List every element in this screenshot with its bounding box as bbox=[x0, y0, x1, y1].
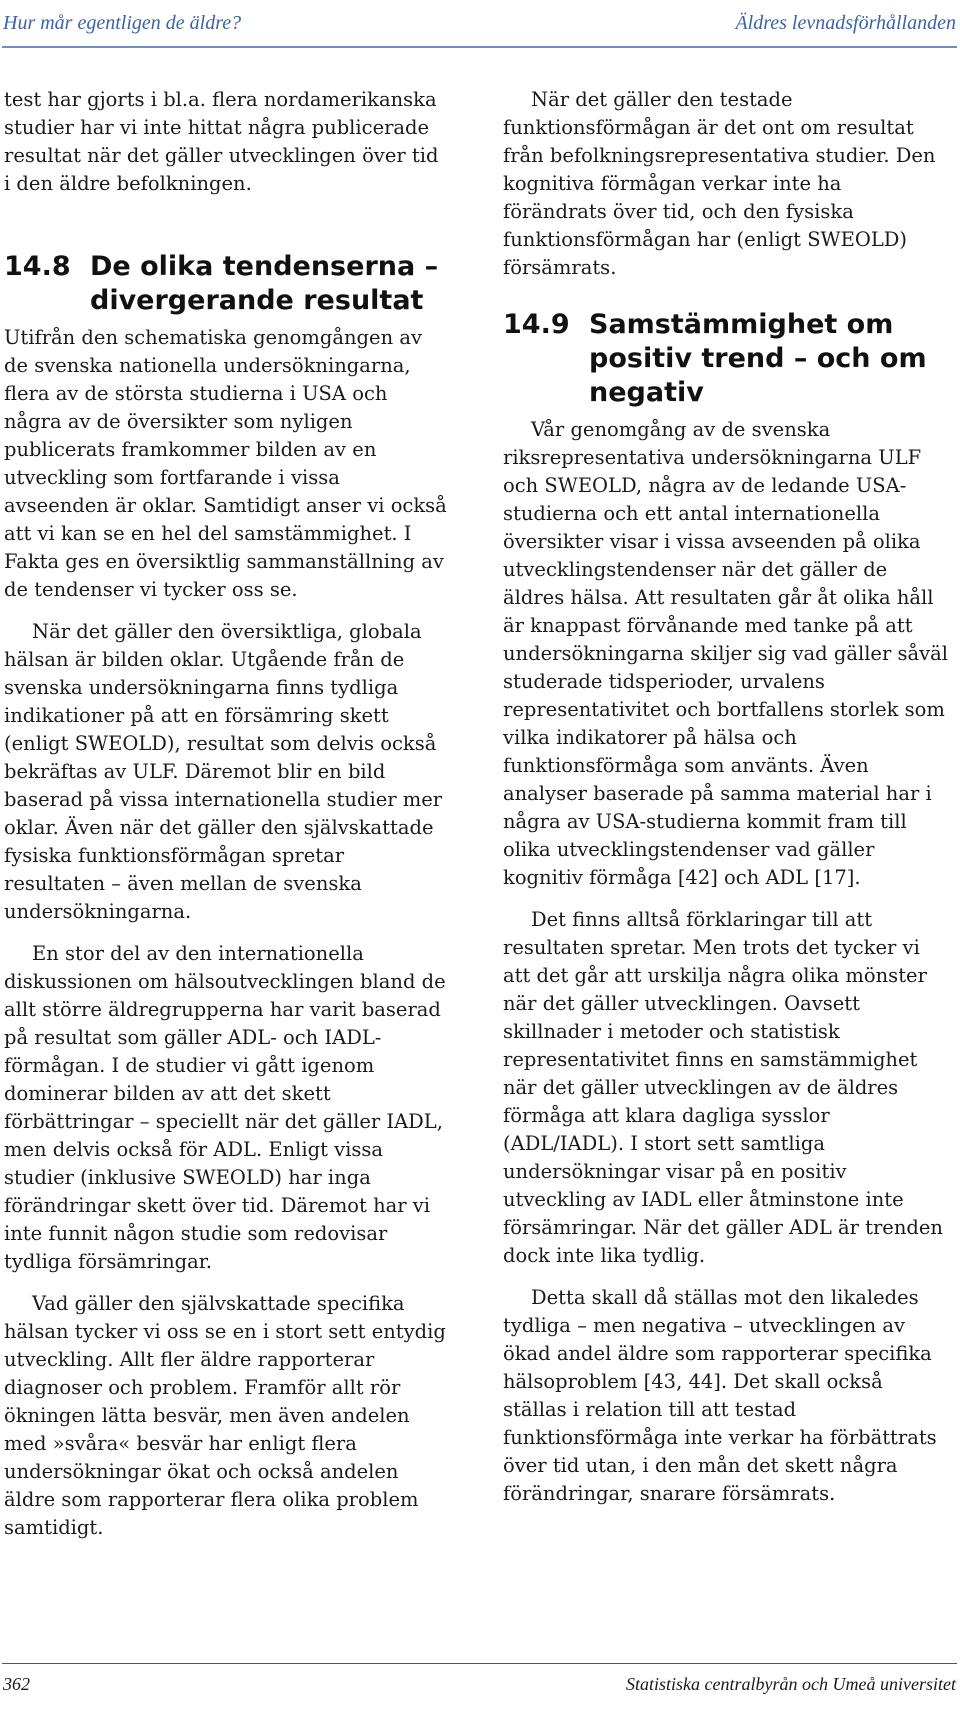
section-number: 14.8 bbox=[4, 251, 71, 282]
paragraph: Vad gäller den självskattade specifika hälsan tycker vi oss se en i stort sett entydig utveckling. Allt fler äldre rapporterar diagnoser och problem. Framför allt rör ökningen lätta besvär, men även andelen med »svåra« besvär har enligt flera undersökningar ökat och också andelen äldre som rapporterar flera olika problem samtidigt. bbox=[4, 1292, 446, 1539]
paragraph: test har gjorts i bl.a. flera nordamerikanska studier har vi inte hittat några publicerade resultat när det gäller utvecklingen över tid i den äldre befolkningen. bbox=[4, 88, 439, 195]
paragraph: Det finns alltså förklaringar till att resultaten spretar. Men trots det tycker vi att det går att urskilja några olika mönster när det gäller utvecklingen. Oavsett skillnader i metoder och statistisk representativitet finns en samstämmighet när det gäller utvecklingen av de äldres förmåga att klara dagliga sysslor (ADL/IADL). I stort sett samtliga undersökningar visar på en positiv utveckling av IADL eller åtminstone inte försämringar. När det gäller ADL är trenden dock inte lika tydlig. bbox=[503, 908, 943, 1267]
paragraph: Vår genomgång av de svenska riksrepresentativa undersökningarna ULF och SWEOLD, några av de ledande USA-studierna och ett antal internationella översikter visar i vissa avseenden på olika utvecklingstendenser när det gäller de äldres hälsa. Att resultaten går åt olika håll är knappast förvånande med tanke på att undersökningarna skiljer sig vad gäller såväl studerade tidsperioder, urvalens representativitet och bortfallens storlek som vilka indikatorer på hälsa och funktionsförmåga som använts. Även analyser baserade på samma material har i några av USA-studierna kommit fram till olika utvecklingstendenser vad gäller kognitiv förmåga [42] och ADL [17]. bbox=[503, 418, 948, 889]
section-number: 14.9 bbox=[503, 309, 570, 340]
footer-publisher: Statistiska centralbyrån och Umeå universitet bbox=[626, 1674, 956, 1694]
section-heading-14-9 bbox=[503, 308, 948, 410]
paragraph: En stor del av den internationella diskussionen om hälsoutvecklingen bland de allt större äldregrupperna har varit baserad på resultat som gäller ADL- och IADL-förmågan. I de studier vi gått igenom dominerar bilden av att det skett förbättringar – speciellt när det gäller IADL, men delvis också för ADL. Enligt vissa studier (inklusive SWEOLD) har inga förändringar skett över tid. Däremot har vi inte funnit någon studie som redovisar tydliga försämringar. bbox=[4, 942, 446, 1273]
header-chapter-title: Äldres levnadsförhållanden bbox=[735, 12, 956, 34]
right-column bbox=[503, 86, 948, 1508]
header-rule bbox=[2, 46, 957, 48]
left-column bbox=[4, 86, 449, 1542]
section-heading-14-8 bbox=[4, 250, 449, 318]
page-footer bbox=[0, 1670, 960, 1700]
section-title: Samstämmighet om positiv trend – och om negativ bbox=[589, 309, 927, 408]
header-book-title: Hur mår egentligen de äldre? bbox=[3, 12, 242, 34]
page-number: 362 bbox=[3, 1674, 30, 1694]
running-header bbox=[0, 12, 960, 46]
footer-rule bbox=[2, 1663, 957, 1664]
paragraph: Utifrån den schematiska genomgången av de svenska nationella undersökningarna, flera av de största studierna i USA och några av de översikter som nyligen publicerats framkommer bilden av en utveckling som fortfarande i vissa avseenden är oklar. Samtidigt anser vi också att vi kan se en hel del samstämmighet. I Fakta ges en översiktlig sammanställning av de tendenser vi tycker oss se. bbox=[4, 326, 447, 601]
section-title: De olika tendenserna – divergerande resultat bbox=[90, 251, 439, 316]
paragraph: När det gäller den testade funktionsförmågan är det ont om resultat från befolkningsrepresentativa studier. Den kognitiva förmågan verkar inte ha förändrats över tid, och den fysiska funktionsförmågan har (enligt SWEOLD) försämrats. bbox=[503, 88, 936, 279]
paragraph: Detta skall då ställas mot den likaledes tydliga – men negativa – utvecklingen av ökad andel äldre som rapporterar specifika hälsoproblem [43, 44]. Det skall också ställas i relation till att testad funktionsförmåga inte verkar ha förbättrats över tid utan, i den mån det skett några förändringar, snarare försämrats. bbox=[503, 1286, 937, 1505]
paragraph: När det gäller den översiktliga, globala hälsan är bilden oklar. Utgående från de svenska undersökningarna finns tydliga indikationer på att en försämring skett (enligt SWEOLD), resultat som delvis också bekräftas av ULF. Däremot blir en bild baserad på vissa internationella studier mer oklar. Även när det gäller den självskattade fysiska funktionsförmågan spretar resultaten – även mellan de svenska undersökningarna. bbox=[4, 620, 443, 923]
